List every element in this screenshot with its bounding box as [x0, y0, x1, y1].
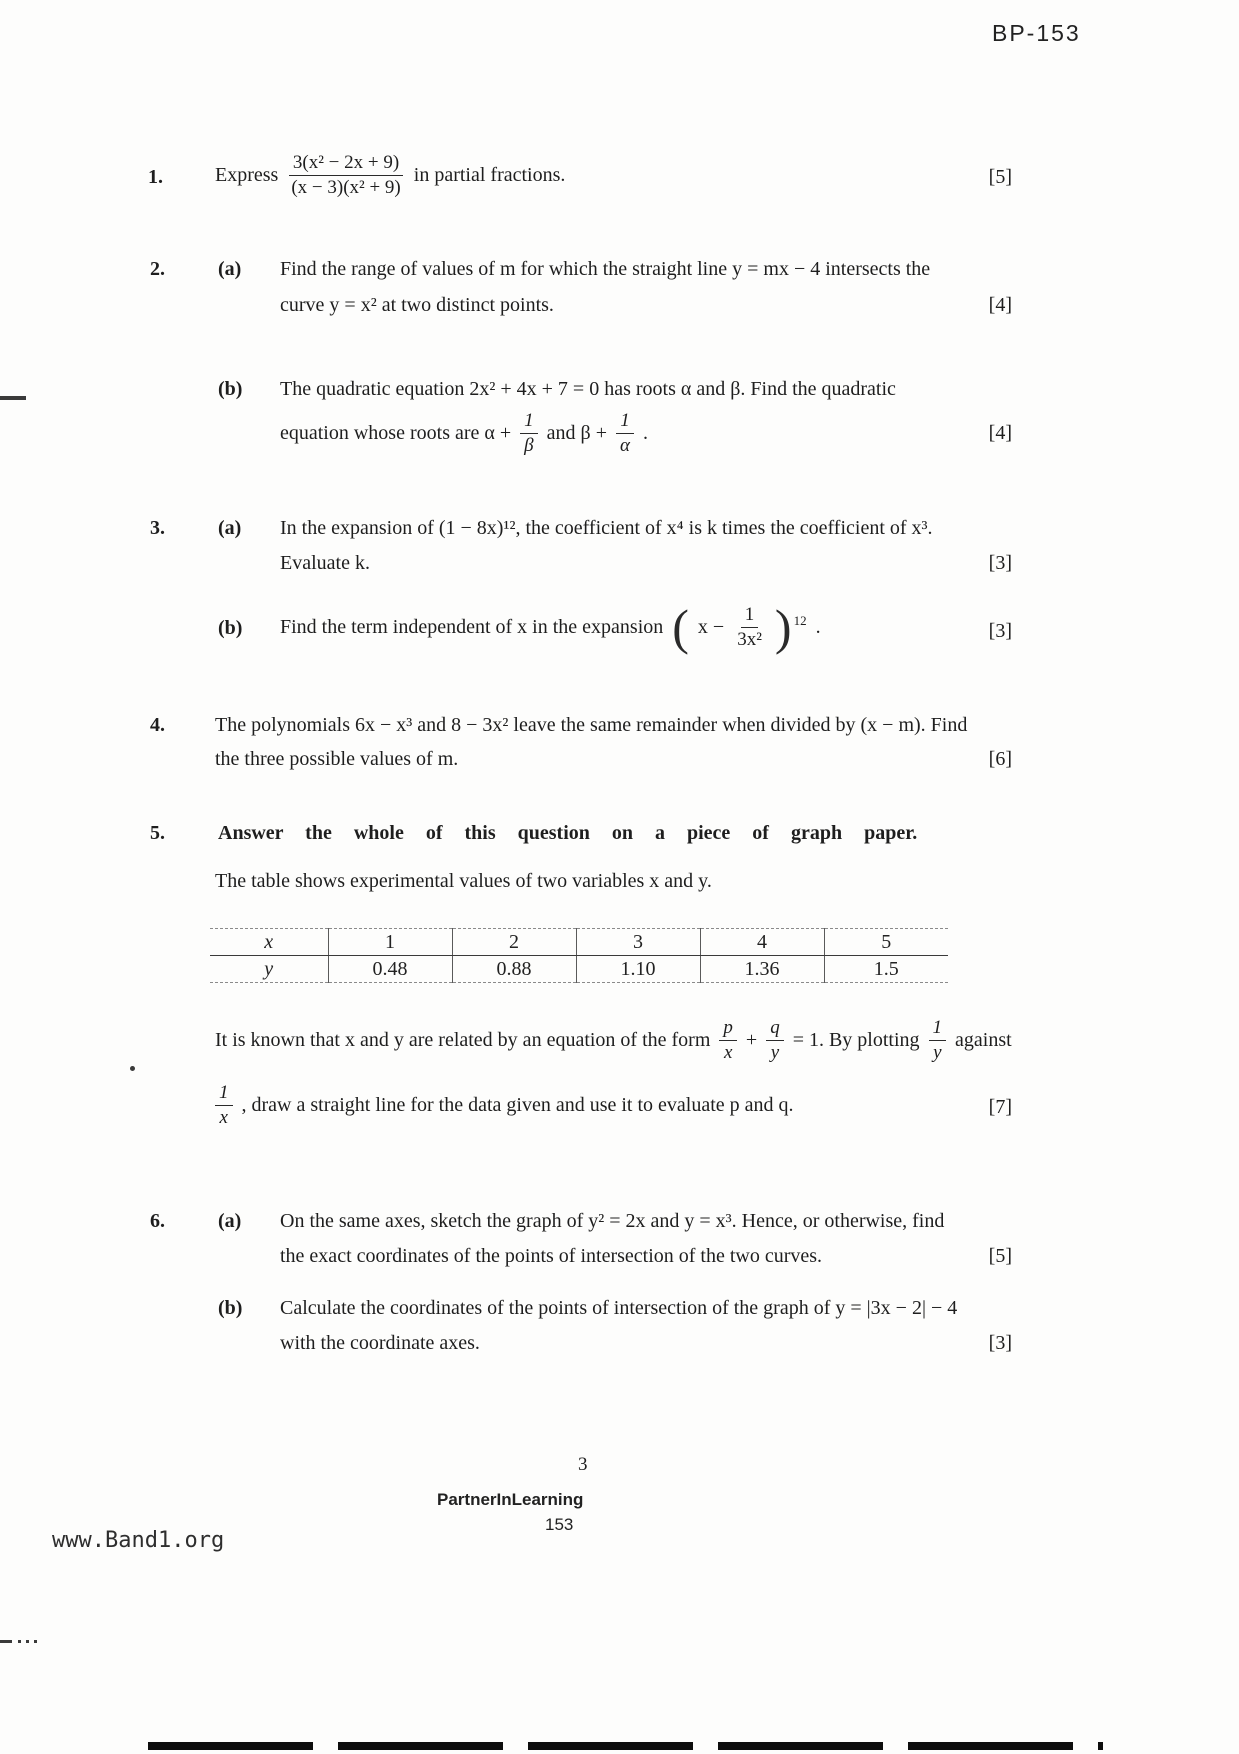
q3b-line	[280, 592, 821, 662]
q5-paragraph-line1	[215, 1008, 1012, 1072]
table-row-x	[210, 929, 948, 956]
q2b-end-text: .	[642, 422, 648, 444]
fraction-numerator: 1	[616, 410, 634, 434]
q2b-fraction-1	[520, 410, 538, 457]
q4-line1: The polynomials 6x − x³ and 8 − 3x² leave the same remainder when divided by (x − m). Find	[215, 714, 968, 736]
left-parenthesis: (	[672, 598, 689, 655]
q6a-marks: [5]	[988, 1245, 1012, 1267]
footer-brand: PartnerInLearning	[437, 1490, 584, 1509]
y-value: 0.48	[328, 956, 452, 983]
q5-marks: [7]	[988, 1096, 1012, 1118]
x-value: 2	[452, 929, 576, 956]
x-value: 5	[824, 929, 948, 956]
scan-artifact-dash	[0, 1640, 12, 1643]
x-row-label: x	[210, 929, 328, 956]
q3a-marks: [3]	[988, 552, 1012, 574]
y-value: 1.36	[700, 956, 824, 983]
y-row-label: y	[210, 956, 328, 983]
q2b-marks: [4]	[988, 422, 1012, 444]
scan-artifact-bottom-bar	[148, 1742, 1103, 1750]
paper-code: BP-153	[992, 20, 1081, 46]
fraction-numerator: q	[766, 1017, 784, 1041]
scan-artifact-dot	[26, 1640, 29, 1643]
footer-code: 153	[545, 1515, 574, 1534]
q6a-label: (a)	[218, 1210, 242, 1232]
page-number: 3	[578, 1454, 588, 1475]
fraction-numerator: 1	[929, 1017, 947, 1041]
q5-p2-text: , draw a straight line for the data given and use it to evaluate p and q.	[241, 1094, 794, 1116]
q5-heading: Answer the whole of this question on a piece of graph paper.	[218, 822, 918, 844]
scan-artifact-dot	[34, 1640, 37, 1643]
fraction-denominator: y	[770, 1041, 780, 1063]
q2a-label: (a)	[218, 258, 242, 280]
q4-marks: [6]	[988, 748, 1012, 770]
q5-against-text: against	[955, 1029, 1012, 1051]
x-value: 3	[576, 929, 700, 956]
q6a-line1: On the same axes, sketch the graph of y² = 2x and y = x³. Hence, or otherwise, find	[280, 1210, 945, 1232]
experimental-values-table	[210, 928, 948, 983]
q1-number: 1.	[148, 166, 163, 188]
q4-line2: the three possible values of m.	[215, 748, 459, 770]
q2b-line2	[280, 404, 648, 462]
q1-line	[215, 142, 565, 208]
q1-fraction	[287, 152, 404, 199]
q4-number: 4.	[150, 714, 165, 736]
q2b-pre-text: equation whose roots are α +	[280, 422, 512, 444]
q6b-line2: with the coordinate axes.	[280, 1332, 480, 1354]
q6b-marks: [3]	[988, 1332, 1012, 1354]
watermark-url: www.Band1.org	[52, 1528, 225, 1553]
x-value: 1	[328, 929, 452, 956]
plus-sign: +	[745, 1029, 758, 1051]
y-value: 1.5	[824, 956, 948, 983]
q3b-pre-text: Find the term independent of x in the expansion	[280, 616, 664, 638]
q2a-line1: Find the range of values of m for which the straight line y = mx − 4 intersects the	[280, 258, 931, 280]
y-value: 0.88	[452, 956, 576, 983]
q3b-label: (b)	[218, 617, 243, 639]
q2b-label: (b)	[218, 378, 243, 400]
scan-artifact-dot	[130, 1066, 135, 1071]
q3b-paren-exponent-group	[774, 598, 807, 655]
q3b-marks: [3]	[988, 620, 1012, 642]
fraction-denominator: y	[933, 1041, 942, 1063]
x-value: 4	[700, 929, 824, 956]
q3a-line2: Evaluate k.	[280, 552, 370, 574]
scan-artifact-dot	[18, 1640, 21, 1643]
q3b-end-text: .	[815, 616, 821, 638]
exponent: 12	[793, 612, 807, 628]
fraction-numerator: 3(x² − 2x + 9)	[289, 152, 403, 176]
q2b-line1: The quadratic equation 2x² + 4x + 7 = 0 has roots α and β. Find the quadratic	[280, 378, 896, 400]
q5-p1-text: It is known that x and y are related by an equation of the form	[215, 1029, 711, 1051]
right-parenthesis: )	[774, 598, 792, 655]
q-over-y-fraction	[766, 1017, 784, 1064]
q2b-fraction-2	[616, 410, 634, 457]
q1-tail-text: in partial fractions.	[413, 164, 566, 186]
fraction-numerator: p	[719, 1017, 737, 1041]
q6b-line1: Calculate the coordinates of the points of intersection of the graph of y = |3x − 2| − 4	[280, 1297, 958, 1319]
q5-intro: The table shows experimental values of two variables x and y.	[215, 870, 712, 892]
p-over-x-fraction	[719, 1017, 737, 1064]
q5-number: 5.	[150, 822, 165, 844]
fraction-denominator: x	[219, 1106, 228, 1128]
one-over-y-fraction	[929, 1017, 947, 1064]
q6-number: 6.	[150, 1210, 165, 1232]
q3a-label: (a)	[218, 517, 242, 539]
fraction-denominator: α	[620, 434, 630, 456]
q2a-marks: [4]	[988, 294, 1012, 316]
q2-number: 2.	[150, 258, 165, 280]
fraction-numerator: 1	[520, 410, 538, 434]
one-over-x-fraction	[215, 1082, 233, 1129]
table-row-y	[210, 956, 948, 983]
q3a-line1: In the expansion of (1 − 8x)¹², the coefficient of x⁴ is k times the coefficient of x³.	[280, 517, 933, 539]
fraction-denominator: x	[723, 1041, 733, 1063]
q3-number: 3.	[150, 517, 165, 539]
q6a-line2: the exact coordinates of the points of intersection of the two curves.	[280, 1245, 823, 1267]
q5-equation-tail: = 1. By plotting	[792, 1029, 920, 1051]
y-value: 1.10	[576, 956, 700, 983]
fraction-numerator: 1	[215, 1082, 233, 1106]
q2a-line2: curve y = x² at two distinct points.	[280, 294, 554, 316]
scan-artifact-dash	[0, 396, 26, 400]
fraction-numerator: 1	[741, 604, 759, 628]
fraction-denominator: β	[524, 434, 534, 456]
fraction-denominator: 3x²	[737, 628, 762, 650]
q1-lead-text: Express	[215, 164, 279, 186]
q6b-label: (b)	[218, 1297, 243, 1319]
q5-paragraph-line2	[215, 1074, 794, 1136]
q3b-fraction	[733, 604, 766, 651]
q1-marks: [5]	[988, 166, 1012, 188]
fraction-denominator: (x − 3)(x² + 9)	[291, 176, 401, 198]
q2b-mid-text: and β +	[546, 422, 607, 444]
q3b-inner-text: x −	[697, 616, 725, 638]
